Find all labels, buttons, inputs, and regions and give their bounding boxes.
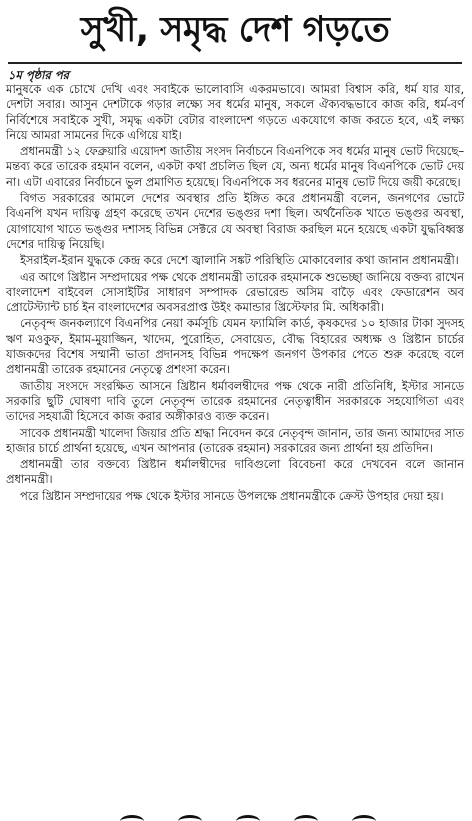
paragraph: পরে খ্রিষ্টান সম্প্রদায়ের পক্ষ থেকে ইস্টার সানডে উপলক্ষে প্রধানমন্ত্রীকে ক্রেস্ট উপহার দেয়া হয়। — [20, 488, 444, 503]
paragraph: ইসরাইল-ইরান যুদ্ধকে কেন্দ্র করে দেশে জ্বালানি সঙ্কট পরিস্থিতি মোকাবেলার কথা জানান প্রধানমন্ত্রী। — [20, 253, 459, 268]
paragraph: এর আগে খ্রিষ্টান সম্প্রদায়ের পক্ষ থেকে প্রধানমন্ত্রী তারেক রহমানকে শুভেচ্ছা জানিয়ে বক্তব্য রাখেন বাংলাদেশ বাইবেল সোসাইটির সাধারণ সম্পাদক রেভারেন্ড অসিম বাড়ৈ এবং ফেডারেশন অব প্রোটেস্ট্যান্ট চার্চ ইন বাংলাদেশের অবসরপ্রাপ্ত উইং কমান্ডার খ্রিস্টেফার মি. অধিকারী। — [6, 269, 464, 315]
paragraph: বিগত সরকারের আমলে দেশের অবস্থার প্রতি ইঙ্গিত করে প্রধানমন্ত্রী বলেন, জনগণের ভোটে বিএনপি যখন দায়িত্ব গ্রহণ করেছে তখন দেশের ভঙ্গুর দশা ছিল। অর্থনৈতিক খাতে ভঙ্গুর অবস্থা, যোগাযোগ খাতে ভঙ্গুর দশাসহ বিভিন্ন সেক্টরে যে অবস্থা বিরাজ করছিল মনে হয়েছে একটা যুদ্ধবিধ্বস্ত দেশের দায়িত্ব নিয়েছি। — [6, 191, 464, 251]
continuation-label: ১ম পৃষ্ঠার পর — [8, 68, 69, 82]
paragraph: জাতীয় সংসদে সংরক্ষিত আসনে খ্রিষ্টান ধর্মাবলম্বীদের পক্ষ থেকে নারী প্রতিনিধি, ইস্টার সানডে সরকারি ছুটি ঘোষণা দাবি তুলে নেতৃবৃন্দ তারেক রহমানের নেতৃত্বাধীন সরকারকে সহযোগিতা এবং তাদের সহযাত্রী হিসেবে কাজ করার অঙ্গীকারও ব্যক্ত করেন। — [6, 378, 464, 424]
headline-divider — [8, 62, 462, 64]
cut-off-next-headline — [120, 813, 420, 821]
paragraph: প্রধানমন্ত্রী তার বক্তব্যে খ্রিষ্টান ধর্মালম্বীদের দাবিগুলো বিবেচনা করে দেখবেন বলে জানান প্রধানমন্ত্রী। — [6, 457, 464, 487]
paragraph: সাবেক প্রধানমন্ত্রী খালেদা জিয়ার প্রতি শ্রদ্ধা নিবেদন করে নেতৃবৃন্দ জানান, তার জন্য আমাদের সাত হাজার চার্চে প্রার্থনা হয়েছে, এখন আপনার (তারেক রহমান) সরকারের জন্য প্রার্থনা হয় প্রতিদিন। — [6, 425, 464, 455]
headline: সুখী, সমৃদ্ধ দেশ গড়তে — [80, 10, 390, 50]
paragraph: মানুষকে এক চোখে দেখি এবং সবাইকে ভালোবাসি একরমভাবে। আমরা বিশ্বাস করি, ধর্ম যার যার, দেশটা সবার। আসুন দেশটাকে গড়ার লক্ষ্যে সব ধর্মের মানুষ, সকলে ঐক্যবদ্ধভাবে কাজ করি, ধর্ম-বর্ণ নির্বিশেষে সবাইকে সুখী, সমৃদ্ধ একটা বেটার বাংলাদেশ গড়তে একযোগে কাজ করতে হবে, এই লক্ষ্য নিয়ে আমরা সামনের দিকে এগিয়ে যাই। — [6, 82, 464, 142]
paragraph: প্রধানমন্ত্রী ১২ ফেব্রুয়ারি এয়োদশ জাতীয় সংসদ নির্বাচনে বিএনপিকে সব ধর্মের মানুষ ভোট দিয়েছে– মন্তব্য করে তারেক রহমান বলেন, একটা কথা প্রচলিত ছিল যে, অন্য ধর্মের মানুষ বিএনপিকে ভোট দেয় না। এটা এবারের নির্বাচনে ভুল প্রমাণিত হয়েছে। বিএনপিকে সব ধরনের মানুষ ভোট দিয়ে জয়ী করেছে। — [6, 144, 464, 189]
article-body — [6, 82, 464, 504]
paragraph: নেতৃবৃন্দ জনকল্যাণে বিএনপির নেয়া কর্মসূচি যেমন ফ্যামিলি কার্ড, কৃষকদের ১০ হাজার টাকা সুদসহ ঋণ মওকুফ, ইমাম-মুয়াজ্জিন, খাদেম, পুরোহিত, সেবায়েত, বৌদ্ধ বিহারের অধ্যক্ষ ও খ্রিষ্টান চার্চের যাজকদের বিশেষ সম্মানী ভাতা প্রদানসহ বিভিন্ন পদক্ষেপ জনগণ উপকার পেতে শুরু করেছে বলে প্রধানমন্ত্রী তারেক রহমানের নেতৃত্বে প্রশংসা করেন। — [6, 316, 464, 377]
